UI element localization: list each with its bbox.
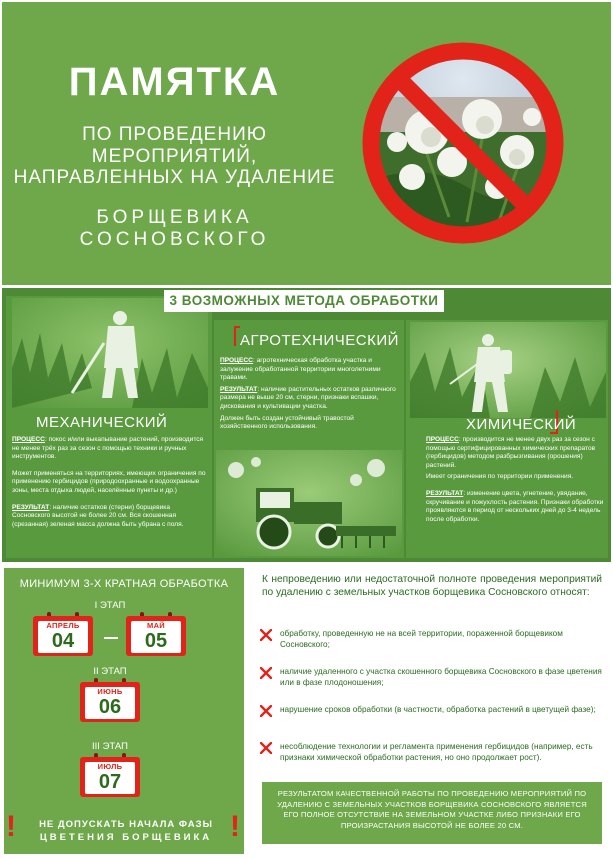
flowering-warning bbox=[22, 818, 230, 844]
chemical-method-title: ХИМИЧЕСКИЙ bbox=[466, 416, 577, 433]
calendar-month: ИЮЛЬ bbox=[97, 762, 123, 771]
stage-2-label: II ЭТАП bbox=[93, 666, 127, 677]
agro-process-label: ПРОЦЕСС bbox=[220, 357, 253, 364]
violation-text: наличие удаленного с участка скошенного борщевика Сосновского в фазе цветения или в фазе плодоношения; bbox=[280, 667, 602, 687]
tractor-photo bbox=[216, 450, 402, 556]
agro-result-text: : наличие растительных остатков различного размера не выше 20 см, стерни, признаки вспашки, дискования и культивации участка. bbox=[220, 385, 396, 410]
agro-note: Должен быть создан устойчивый травостой хозяйственного использования. bbox=[220, 414, 354, 431]
calendar-day: 05 bbox=[144, 630, 168, 652]
calendar-day: 07 bbox=[98, 771, 122, 793]
cross-icon bbox=[260, 742, 272, 754]
chemical-process-text: : производится не менее двух раз за сезон с помощью сертифицированных химических препаратов (гербицидов) методом разбрызгивания (орошения) растений. bbox=[426, 436, 596, 469]
spraying-photo bbox=[410, 322, 606, 418]
cross-icon bbox=[260, 705, 272, 717]
subtitle-line-2: НАПРАВЛЕННЫХ НА УДАЛЕНИЕ bbox=[13, 167, 336, 188]
mowing-photo bbox=[12, 298, 208, 408]
calendar-stage2 bbox=[80, 678, 140, 722]
prohibition-sign-icon bbox=[357, 37, 569, 249]
mechanical-result-text: : наличие остатков (стерни) борщевика Сосновского высотой не более 20 см. Вся скошенная (срезанная) зеленая масса должна быть убрана с поля. bbox=[12, 503, 184, 528]
agro-method-title: АГРОТЕХНИЧЕСКИЙ bbox=[240, 332, 399, 349]
warning-line-2: ЦВЕТЕНИЯ БОРЩЕВИКА bbox=[39, 832, 213, 843]
calendar-stage1-from bbox=[33, 612, 93, 656]
mechanical-note: Может применяться на территориях, имеющих ограничения по применению гербицидов (природоохранные и водоохранные зоны, места отдыха людей, населённые пункты и др.) bbox=[12, 469, 206, 494]
agro-title-bracket-top bbox=[234, 326, 240, 328]
mechanical-process-label: ПРОЦЕСС bbox=[12, 436, 45, 443]
exclamation-icon-left: ! bbox=[6, 810, 16, 843]
subtitle-line-3: БОРЩЕВИКА СОСНОВСКОГО bbox=[79, 207, 270, 250]
mechanical-method-text bbox=[12, 436, 206, 532]
calendar-stage3 bbox=[80, 753, 140, 797]
calendar-day: 04 bbox=[51, 630, 75, 652]
calendar-month: ИЮНЬ bbox=[97, 687, 123, 696]
stage-1-label: I ЭТАП bbox=[94, 600, 126, 611]
agro-method-text bbox=[220, 357, 400, 435]
calendar-month: АПРЕЛЬ bbox=[46, 621, 80, 630]
agro-title-bracket bbox=[234, 326, 236, 346]
calendar-day: 06 bbox=[98, 696, 122, 718]
mechanical-method-title: МЕХАНИЧЕСКИЙ bbox=[36, 414, 168, 431]
poster-title: ПАМЯТКА bbox=[68, 60, 281, 104]
methods-title: 3 ВОЗМОЖНЫХ МЕТОДА ОБРАБОТКИ bbox=[164, 290, 444, 312]
cross-icon bbox=[260, 667, 272, 679]
chemical-result-label: РЕЗУЛЬТАТ bbox=[426, 489, 464, 497]
chemical-process-label: ПРОЦЕСС bbox=[426, 436, 459, 443]
result-box: РЕЗУЛЬТАТОМ КАЧЕСТВЕННОЙ РАБОТЫ ПО ПРОВЕДЕНИЮ МЕРОПРИЯТИЙ ПО УДАЛЕНИЮ С ЗЕМЕЛЬНЫХ УЧАСТКОВ БОРЩЕВИКА СОСНОВСКОГО ЯВЛЯЕТСЯ ЕГО ПОЛНОЕ ОТСУТСТВИЕ НА ЗЕМЕЛЬНОМ УЧАСТКЕ ЛИБО ПРИЗНАКИ ЕГО ПРОИЗРАСТАНИЯ ВЫСОТОЙ НЕ БОЛЕЕ 20 СМ. bbox=[262, 782, 602, 844]
chemical-note: Имеет ограничения по территории применения. bbox=[426, 473, 574, 481]
violations-intro: К непроведению или недостаточной полноте проведения мероприятий по удалению с земельных участков борщевика Сосновского относят: bbox=[262, 574, 602, 598]
mechanical-process-text: : покос и/или выкапывание растений, производится не менее трёх раз за сезон с помощью техники и ручных инструментов. bbox=[12, 436, 204, 461]
stages-title: МИНИМУМ 3-Х КРАТНАЯ ОБРАБОТКА bbox=[19, 578, 229, 590]
violation-text: нарушение сроков обработки (в частности, обработка растений в цветущей фазе); bbox=[280, 705, 596, 714]
exclamation-icon-right: ! bbox=[230, 810, 240, 843]
cross-icon bbox=[260, 629, 272, 641]
calendar-month: МАЙ bbox=[147, 621, 165, 630]
mechanical-result-label: РЕЗУЛЬТАТ bbox=[12, 503, 50, 511]
warning-line-1: НЕ ДОПУСКАТЬ НАЧАЛА ФАЗЫ bbox=[39, 819, 213, 830]
calendar-stage1-to bbox=[126, 612, 186, 656]
violation-text: несоблюдение технологии и регламента применения гербицидов (например, есть признаки химической обработки растения, но оно продолжает рост). bbox=[280, 742, 593, 762]
subtitle-line-1: ПО ПРОВЕДЕНИЮ МЕРОПРИЯТИЙ, bbox=[82, 124, 267, 167]
agro-result-label: РЕЗУЛЬТАТ bbox=[220, 385, 258, 393]
agro-process-text: : агротехническая обработка участка и залужение обработанной территории многолетними травами. bbox=[220, 357, 381, 382]
chemical-result-text: : изменение цвета, угнетение, увядание, скручивание и пожухлость растения. Признаки обработки проявляются в период от нескольких дней до 3-4 недель после обработки. bbox=[426, 489, 604, 523]
chemical-method-text bbox=[426, 436, 604, 527]
range-dash bbox=[104, 637, 118, 639]
violation-text: обработку, проведенную не на всей территории, пораженной борщевиком Сосновского; bbox=[280, 629, 563, 649]
stage-3-label: III ЭТАП bbox=[92, 741, 128, 752]
